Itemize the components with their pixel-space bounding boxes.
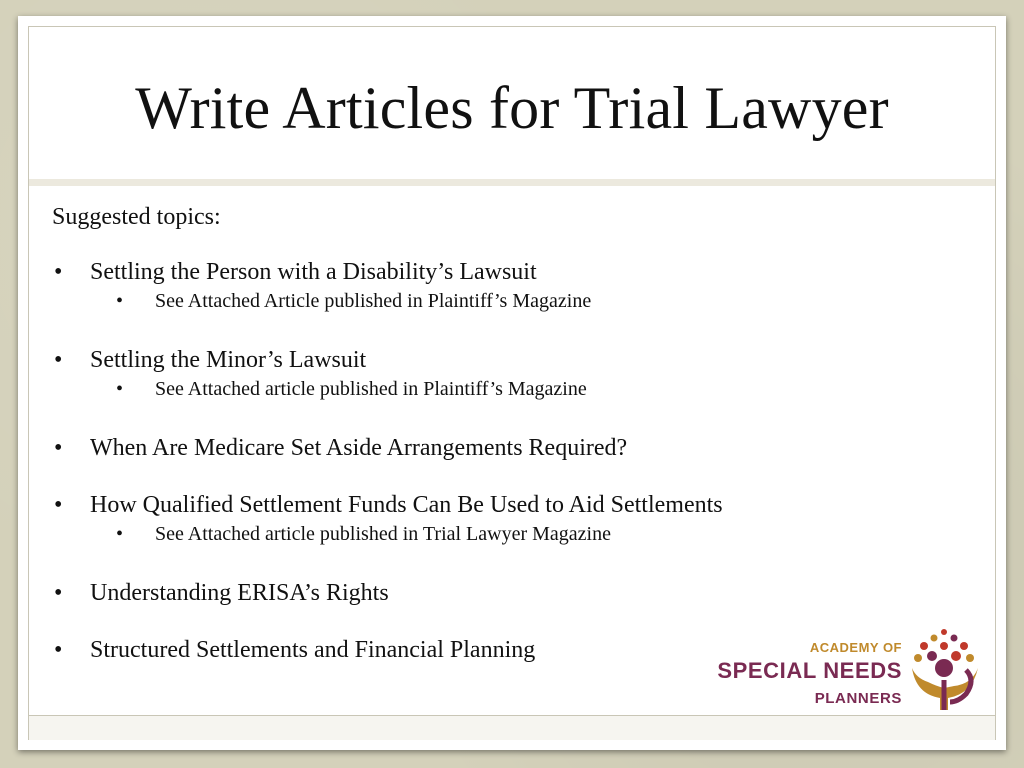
topic-label: Structured Settlements and Financial Planning bbox=[90, 637, 536, 663]
bullet-icon: • bbox=[54, 347, 63, 373]
logo-text-line1: ACADEMY OF bbox=[809, 640, 902, 655]
intro-text: Suggested topics: bbox=[52, 204, 221, 230]
logo-text-line2: SPECIAL NEEDS bbox=[717, 658, 902, 683]
sub-item bbox=[52, 523, 972, 546]
topic-label: Understanding ERISA’s Rights bbox=[90, 580, 389, 606]
topic-item bbox=[52, 580, 972, 607]
slide-title: Write Articles for Trial Lawyer bbox=[135, 74, 889, 141]
organization-logo bbox=[708, 624, 998, 716]
content-area bbox=[52, 204, 972, 664]
topic-item bbox=[52, 347, 972, 374]
bullet-icon: • bbox=[54, 435, 63, 461]
topic-label: When Are Medicare Set Aside Arrangements Required? bbox=[90, 435, 628, 461]
topic-item bbox=[52, 435, 972, 462]
sub-item bbox=[52, 290, 972, 313]
topic-item bbox=[52, 492, 972, 519]
sub-item bbox=[52, 378, 972, 401]
topic-item bbox=[52, 259, 972, 286]
title-area bbox=[29, 27, 995, 179]
hands-tree-logo-icon bbox=[906, 624, 986, 716]
bullet-icon: • bbox=[116, 290, 124, 312]
bullet-icon: • bbox=[54, 580, 63, 606]
topic-label: Settling the Minor’s Lawsuit bbox=[90, 347, 367, 373]
title-divider bbox=[29, 179, 995, 186]
slide bbox=[18, 16, 1006, 750]
bullet-icon: • bbox=[54, 259, 63, 285]
sub-label: See Attached article published in Trial Lawyer Magazine bbox=[155, 523, 611, 545]
sub-label: See Attached article published in Plaintiff’s Magazine bbox=[155, 378, 587, 400]
bullet-icon: • bbox=[54, 637, 63, 663]
bullet-icon: • bbox=[116, 378, 124, 400]
bullet-icon: • bbox=[54, 492, 63, 518]
bullet-icon: • bbox=[116, 523, 124, 545]
sub-label: See Attached Article published in Plaintiff’s Magazine bbox=[155, 290, 592, 312]
footer-band bbox=[29, 715, 995, 740]
topic-label: Settling the Person with a Disability’s Lawsuit bbox=[90, 259, 537, 285]
logo-text-line3: PLANNERS bbox=[814, 690, 902, 707]
topic-label: How Qualified Settlement Funds Can Be Used to Aid Settlements bbox=[90, 492, 723, 518]
